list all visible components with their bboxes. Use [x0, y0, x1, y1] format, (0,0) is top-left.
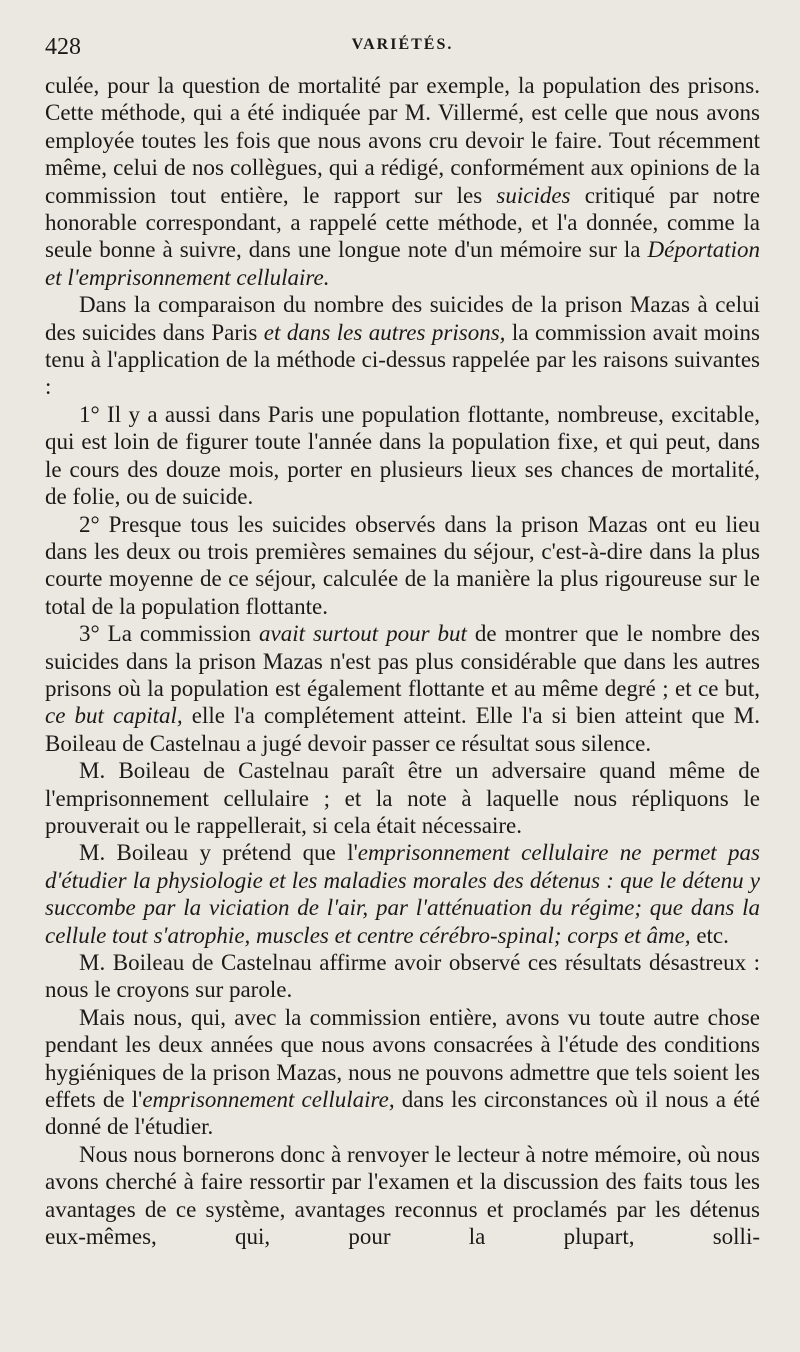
paragraph — [45, 757, 760, 839]
text-run: la commission avait moins tenu à l'application de la méthode ci-dessus rappelée par les raisons suivantes : — [45, 319, 760, 400]
text-run: elle l'a complétement atteint. Elle l'a si bien atteint que M. Boileau de Castelnau a jugé devoir passer ce résultat sous silence. — [45, 703, 761, 756]
text-run: de montrer que le nombre des suicides dans la prison Mazas n'est pas plus considérable que dans les autres prisons où la population est également flottante et au même degré ; et ce but, — [45, 621, 760, 701]
text-run: etc. — [690, 922, 729, 948]
italic-text-run: emprisonnement cellulaire, — [142, 1087, 395, 1113]
italic-text-run: avait surtout pour but — [259, 621, 467, 647]
paragraph — [45, 1141, 760, 1251]
page-header — [45, 0, 760, 72]
paragraph — [45, 839, 760, 949]
text-run: Nous nous bornerons donc à renvoyer le lecteur à notre mémoire, où nous avons cherché à faire ressortir par l'examen et la discussion des faits tous les avantages de ce système, avantages reconnus et proclamés par les détenus eux-mêmes, qui, pour la plupart, solli- — [45, 1141, 760, 1250]
paragraph — [45, 72, 760, 291]
text-run: M. Boileau de Castelnau affirme avoir observé ces résultats désastreux : nous le croyons sur parole. — [45, 950, 760, 1003]
running-head: VARIÉTÉS. — [351, 36, 454, 53]
paragraph — [45, 401, 760, 511]
text-run: dans les circonstances où il nous a été donné de l'étudier. — [45, 1087, 761, 1140]
italic-text-run: suicides — [496, 182, 571, 208]
paragraph — [45, 291, 760, 401]
page-number: 428 — [45, 34, 81, 60]
text-run: culée, pour la question de mortalité par exemple, la population des prisons. Cette méthode, qui a été indiquée par M. Villermé, est celle que nous avons employée toutes les fois que nous avons cru devoir le faire. Tout récemment même, celui de nos collègues, qui a rédigé, conformément aux opinions de la commission tout entière, le rapport sur les — [45, 73, 760, 208]
text-run: M. Boileau de Castelnau paraît être un adversaire quand même de l'emprisonnement cellulaire ; et la note à laquelle nous répliquons le prouverait ou le rappellerait, si cela était nécessaire. — [45, 758, 760, 838]
text-run: Dans la comparaison du nombre des suicides de la prison Mazas à celui des suicides dans Paris — [45, 292, 760, 345]
italic-text-run: emprisonnement cellulaire ne permet pas d'étudier la physiologie et les maladies morales des détenus : que le détenu y succombe par la viciation de l'air, par l'atténuation du régime; que dans la cellule tout s'atrophie, muscles et centre cérébro-spinal; corps et âme, — [45, 840, 760, 948]
paragraph — [45, 949, 760, 1004]
text-run: 1° Il y a aussi dans Paris une population flottante, nombreuse, excitable, qui est loin de figurer toute l'année dans la population fixe, et qui peut, dans le cours des douze mois, porter en plusieurs lieux ses chances de mortalité, de folie, ou de suicide. — [45, 401, 760, 510]
paragraph — [45, 620, 760, 757]
italic-text-run: et dans les autres prisons, — [263, 319, 506, 345]
text-run: critiqué par notre honorable correspondant, a rappelé cette méthode, et l'a donnée, comme la seule bonne à suivre, dans une longue note d'un mémoire sur la — [45, 182, 760, 263]
italic-text-run: ce but capital, — [45, 703, 183, 729]
paragraph — [45, 511, 760, 621]
paragraph — [45, 1004, 760, 1141]
text-run: M. Boileau y prétend que l' — [79, 840, 358, 866]
italic-text-run: Déportation et l'emprisonnement cellulaire. — [45, 237, 760, 290]
text-run: 3° La commission — [79, 621, 260, 647]
text-run: 2° Presque tous les suicides observés dans la prison Mazas ont eu lieu dans les deux ou trois premières semaines du séjour, c'est-à-dire dans la plus courte moyenne de ce séjour, calculée de la manière la plus rigoureuse sur le total de la population flottante. — [45, 511, 760, 619]
text-run: Mais nous, qui, avec la commission entière, avons vu toute autre chose pendant les deux années que nous avons consacrées à l'étude des conditions hygiéniques de la prison Mazas, nous ne pouvons admettre que tels soient les effets de l' — [45, 1004, 760, 1113]
body-text — [45, 72, 760, 1250]
